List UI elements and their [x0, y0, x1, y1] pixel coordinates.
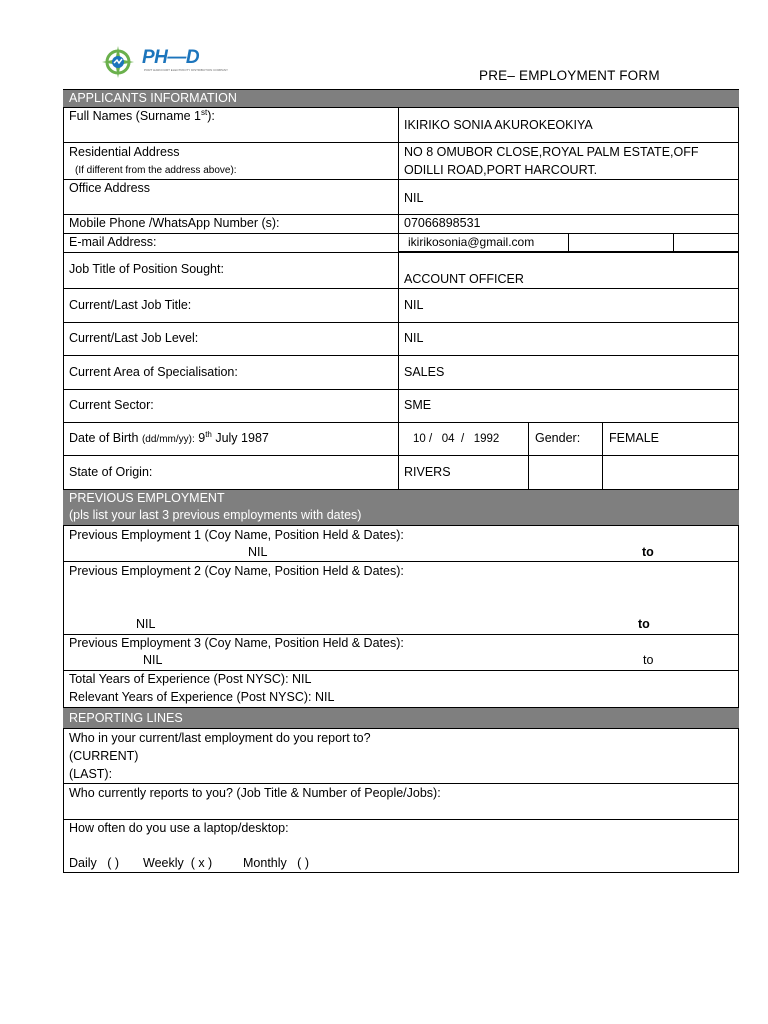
- gender-label: Gender:: [535, 431, 581, 445]
- current-job-level-label: Current/Last Job Level:: [69, 331, 199, 345]
- sector-label: Current Sector:: [69, 398, 154, 412]
- full-names-label: Full Names (Surname 1st):: [69, 107, 215, 123]
- dob-numeric-value: 10 / 04 / 1992: [413, 433, 500, 445]
- previous-employment-3-to: to: [643, 653, 654, 667]
- residential-address-line1: NO 8 OMUBOR CLOSE,ROYAL PALM ESTATE,OFF: [404, 145, 699, 159]
- residential-address-label: Residential Address: [69, 145, 180, 159]
- office-address-label: Office Address: [69, 181, 151, 195]
- form-title: PRE– EMPLOYMENT FORM: [479, 68, 660, 83]
- specialisation-label: Current Area of Specialisation:: [69, 365, 238, 379]
- laptop-usage-monthly: Monthly ( ): [243, 856, 309, 870]
- job-sought-value: ACCOUNT OFFICER: [404, 272, 524, 286]
- email-label: E-mail Address:: [69, 235, 157, 249]
- mobile-value: 07066898531: [404, 216, 481, 230]
- logo-tagline: PORT HARCOURT ELECTRICITY DISTRIBUTION COMPANY: [144, 68, 229, 72]
- previous-employment-2-value: NIL: [136, 617, 156, 631]
- section-header-previous-employment: PREVIOUS EMPLOYMENT (pls list your last 3 previous employments with dates): [63, 490, 739, 525]
- previous-employment-2-to: to: [638, 617, 650, 631]
- laptop-usage-weekly: Weekly ( x ): [143, 856, 213, 870]
- full-names-value: IKIRIKO SONIA AKUROKEOKIYA: [404, 118, 593, 132]
- sector-value: SME: [404, 398, 432, 412]
- report-to-current: (CURRENT): [69, 749, 139, 763]
- current-job-title-value: NIL: [404, 298, 424, 312]
- current-job-title-label: Current/Last Job Title:: [69, 298, 192, 312]
- previous-employment-3-value: NIL: [143, 653, 163, 667]
- report-to-question: Who in your current/last employment do you report to?: [69, 731, 371, 745]
- laptop-usage-question: How often do you use a laptop/desktop:: [69, 821, 289, 835]
- previous-employment-1-label: Previous Employment 1 (Coy Name, Position Held & Dates):: [69, 528, 404, 542]
- specialisation-value: SALES: [404, 365, 445, 379]
- company-logo: [100, 44, 229, 80]
- report-to-last: (LAST):: [69, 767, 113, 781]
- relevant-experience: Relevant Years of Experience (Post NYSC): NIL: [69, 690, 335, 704]
- email-value: ikirikosonia@gmail.com: [408, 235, 535, 249]
- section-header-reporting-lines: REPORTING LINES: [63, 708, 739, 728]
- state-of-origin-value: RIVERS: [404, 465, 451, 479]
- mobile-label: Mobile Phone /WhatsApp Number (s):: [69, 216, 280, 230]
- residential-address-line2: ODILLI ROAD,PORT HARCOURT.: [404, 163, 598, 177]
- current-job-level-value: NIL: [404, 331, 424, 345]
- section-header-applicants: APPLICANTS INFORMATION: [63, 90, 739, 107]
- office-address-value: NIL: [404, 191, 424, 205]
- reports-to-you-question: Who currently reports to you? (Job Title & Number of People/Jobs):: [69, 786, 441, 800]
- logo-compass-icon: [100, 44, 140, 80]
- logo-wordmark: PH—D: [142, 47, 200, 68]
- dob-label: Date of Birth (dd/mm/yy): 9th July 1987: [69, 429, 269, 445]
- job-sought-label: Job Title of Position Sought:: [69, 262, 224, 276]
- pre-employment-form: [63, 89, 739, 873]
- previous-employment-3-label: Previous Employment 3 (Coy Name, Position Held & Dates):: [69, 636, 404, 650]
- state-of-origin-label: State of Origin:: [69, 465, 153, 479]
- residential-address-note: (If different from the address above):: [75, 165, 237, 176]
- previous-employment-1-to: to: [642, 545, 654, 559]
- total-experience: Total Years of Experience (Post NYSC): NIL: [69, 672, 312, 686]
- previous-employment-2-label: Previous Employment 2 (Coy Name, Position Held & Dates):: [69, 564, 404, 578]
- laptop-usage-daily: Daily ( ): [69, 856, 119, 870]
- gender-value: FEMALE: [609, 431, 660, 445]
- previous-employment-1-value: NIL: [248, 545, 268, 559]
